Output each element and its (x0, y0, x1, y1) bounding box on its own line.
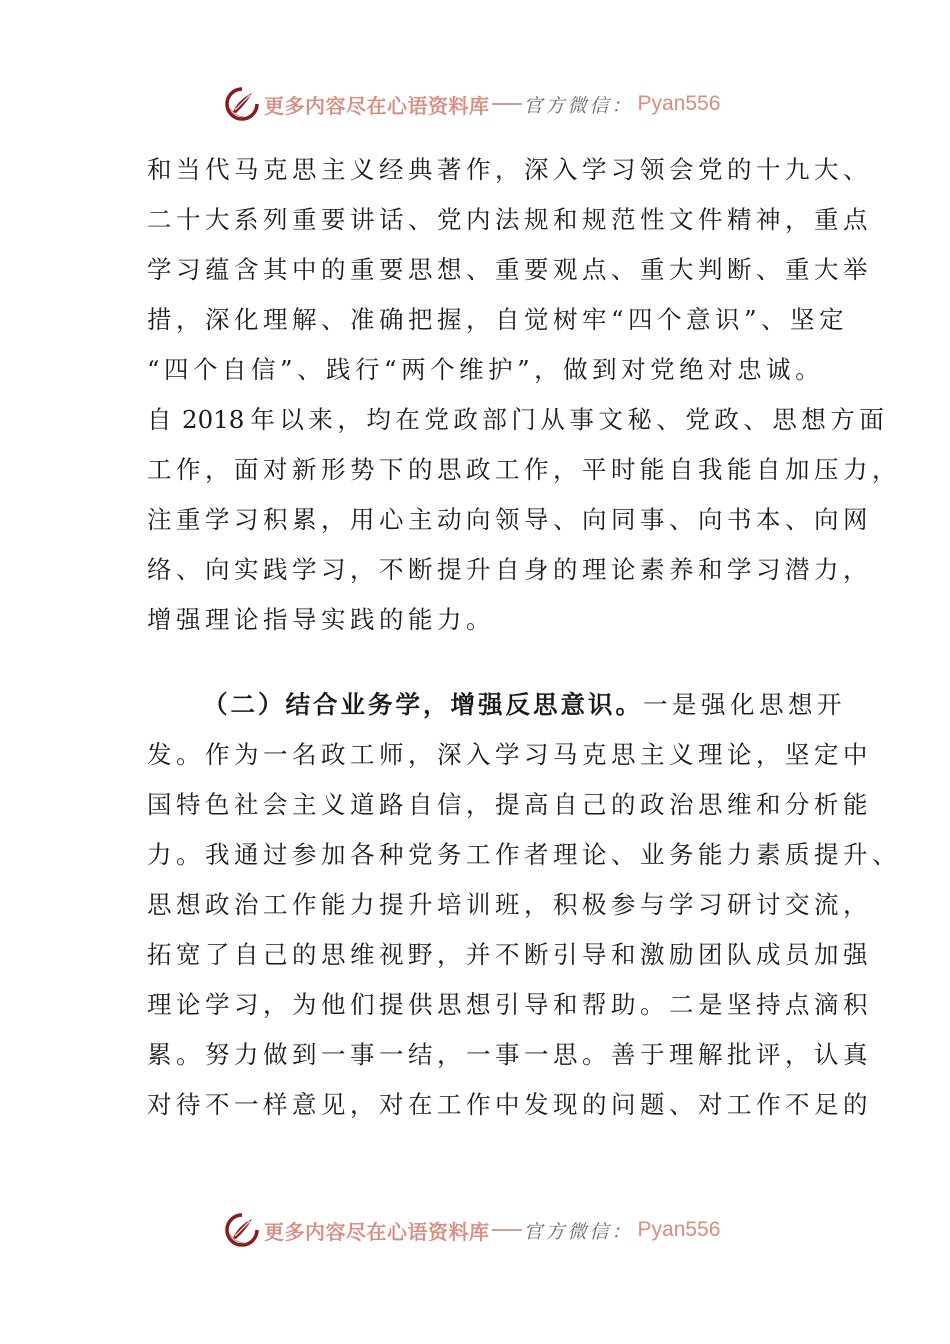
watermark-wechat-id: Pyan556 (637, 1218, 721, 1241)
text-line: 学习蕴含其中的重要思想、重要观点、重大判断、重大举 (147, 255, 872, 284)
quill-pen-circle-icon (224, 86, 260, 122)
quill-pen-circle-icon (224, 1212, 260, 1248)
watermark-main-text: 更多内容尽在心语资料库 (264, 93, 490, 118)
text-line: 注重学习积累，用心主动向领导、向同事、向书本、向网 (147, 505, 872, 534)
document-body (147, 150, 901, 1135)
text-line (147, 400, 889, 450)
paragraph-1 (147, 150, 901, 650)
text-segment: 年以来，均在党政部门从事文秘、党政、思想方面 (250, 405, 889, 434)
watermark-separator (492, 1229, 522, 1231)
text-line: 发。作为一名政工师，深入学习马克思主义理论，坚定中 (147, 740, 872, 769)
text-line: 增强理论指导实践的能力。 (147, 605, 495, 634)
watermark-separator (492, 103, 522, 105)
text-line: 累。努力做到一事一结，一事一思。善于理解批评，认真 (147, 1040, 872, 1069)
section-heading: （二）结合业务学，增强反思意识。 (203, 690, 643, 719)
year-number: 2018 (182, 405, 245, 434)
text-line: 工作，面对新形势下的思政工作，平时能自我能自加压力， (147, 455, 901, 484)
footer-watermark (224, 1210, 720, 1250)
text-line: 措，深化理解、准确把握，自觉树牢“四个意识”、坚定 (147, 305, 849, 334)
watermark-wechat-id: Pyan556 (637, 92, 721, 115)
paragraph-2 (147, 685, 901, 1135)
text-line: 思想政治工作能力提升培训班，积极参与学习研讨交流， (147, 890, 872, 919)
watermark-main-text: 更多内容尽在心语资料库 (264, 1219, 490, 1244)
text-line (147, 685, 846, 735)
header-watermark (224, 84, 720, 124)
paragraph-spacer (147, 650, 817, 685)
text-line: “四个自信”、践行“两个维护”，做到对党绝对忠诚。 (147, 355, 825, 384)
text-line: 力。我通过参加各种党务工作者理论、业务能力素质提升、 (147, 840, 901, 869)
text-line: 理论学习，为他们提供思想引导和帮助。二是坚持点滴积 (147, 990, 872, 1019)
watermark-wechat-label: 官方微信： (523, 94, 634, 117)
text-line: 二十大系列重要讲话、党内法规和规范性文件精神，重点 (147, 205, 872, 234)
text-segment: 自 (147, 405, 176, 434)
watermark-wechat-label: 官方微信： (523, 1220, 634, 1243)
text-line: 络、向实践学习，不断提升自身的理论素养和学习潜力， (147, 555, 872, 584)
text-line: 和当代马克思主义经典著作，深入学习领会党的十九大、 (147, 155, 872, 184)
text-line: 对待不一样意见，对在工作中发现的问题、对工作不足的 (147, 1090, 872, 1119)
text-line: 国特色社会主义道路自信，提高自己的政治思维和分析能 (147, 790, 872, 819)
text-line: 拓宽了自己的思维视野，并不断引导和激励团队成员加强 (147, 940, 872, 969)
text-segment: 一是强化思想开 (643, 690, 846, 719)
